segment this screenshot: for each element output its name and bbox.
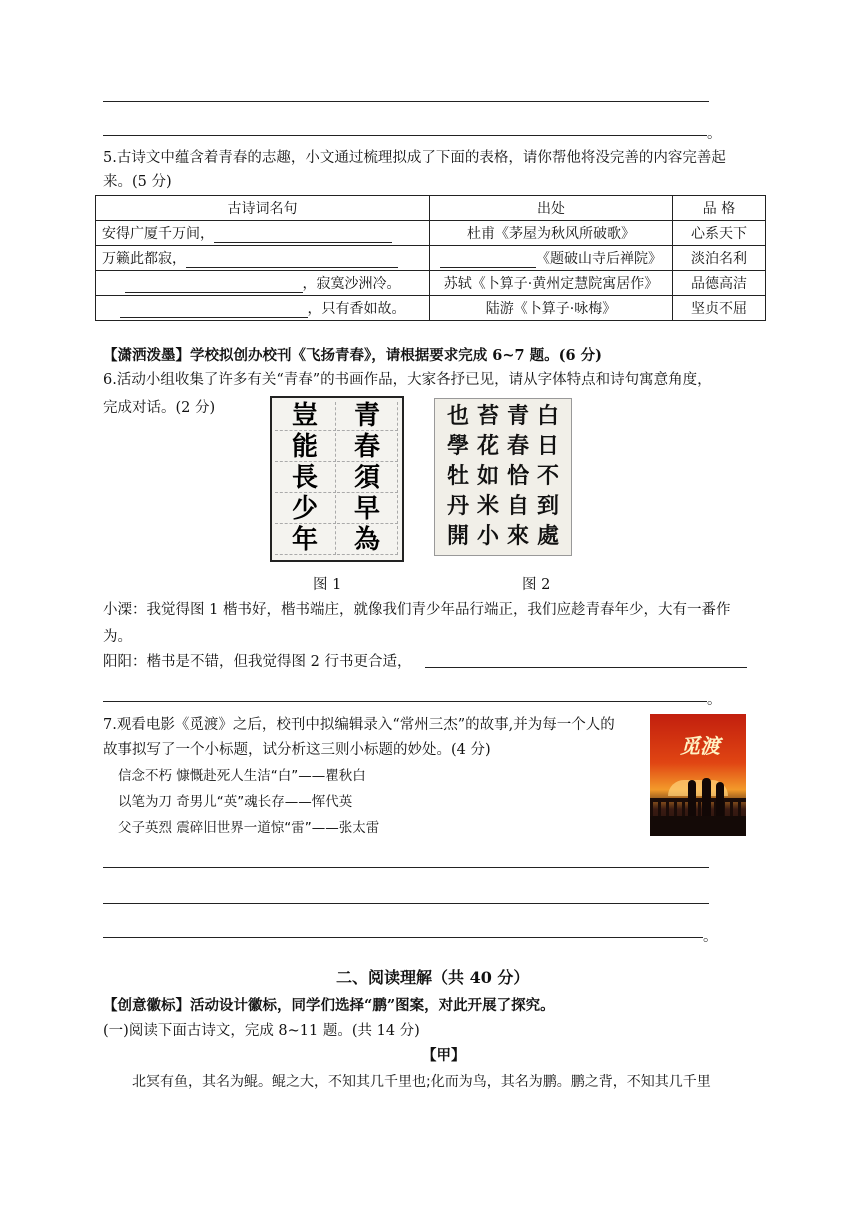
section-2-title: 二、阅读理解（共 40 分） [336,968,530,987]
callig-char: 須 [337,464,398,493]
verse-text: 万籁此都寂， [102,251,186,267]
passage-jia-label: 【甲】 [422,1047,466,1064]
callig-char: 能 [275,433,336,462]
line-end-period: 。 [707,126,722,142]
callig-char: 丹 [446,493,469,519]
q7-prompt: 7.观看电影《觅渡》之后，校刊中拟编辑录入“常州三杰”的故事,并为每一个人的 [103,717,615,733]
callig-char: 處 [536,523,559,549]
calligraphy-figure-2 [434,398,572,556]
trait-cell: 品德高洁 [673,271,766,296]
verse-blank[interactable] [125,278,303,293]
source-cell [430,246,673,271]
callig-column [505,401,531,551]
callig-char: 到 [536,493,559,519]
callig-char: 苔 [476,403,499,429]
table-row [96,271,766,296]
line-end-period: 。 [707,692,722,708]
source-text: 《题破山寺后禅院》 [536,251,662,267]
verse-cell [96,246,430,271]
verse-blank[interactable] [186,253,398,268]
callig-column [535,401,561,551]
verse-cell [96,271,430,296]
callig-column [475,401,501,551]
callig-char: 開 [446,523,469,549]
verse-blank[interactable] [214,228,392,243]
source-cell: 苏轼《卜算子·黄州定慧院寓居作》 [430,271,673,296]
callig-char: 學 [446,433,469,459]
q5-prompt-cont: 来。(5 分) [103,174,172,190]
verse-text: 安得广厦千万间， [102,226,214,242]
q7-prompt-cont: 故事拟写了一个小标题，试分析这三则小标题的妙处。(4 分) [103,742,491,758]
callig-char: 青 [506,403,529,429]
trait-cell: 坚贞不屈 [673,296,766,321]
callig-char: 豈 [275,402,336,431]
callig-char: 也 [446,403,469,429]
callig-char: 年 [275,526,336,555]
callig-char: 牡 [446,463,469,489]
answer-line[interactable] [103,101,709,102]
xiaoli-dialogue: 小溧：我觉得图 1 楷书好，楷书端庄，就像我们青少年品行端正，我们应趁青春年少，大有一番作 [103,602,731,618]
q6-prompt: 6.活动小组收集了许多有关“青春”的书画作品，大家各抒已见，请从字体特点和诗句寓意角度， [103,372,712,388]
answer-line[interactable] [425,667,747,668]
answer-line[interactable] [103,867,709,868]
passage-jia-text: 北冥有鱼，其名为鲲。鲲之大，不知其几千里也;化而为鸟，其名为鹏。鹏之背，不知其几千里 [132,1074,711,1090]
source-blank[interactable] [440,253,536,268]
calligraphy-figure-1 [270,396,404,562]
verse-cell [96,296,430,321]
source-cell: 陆游《卜算子·咏梅》 [430,296,673,321]
header-source: 出处 [430,196,673,221]
callig-char: 青 [337,402,398,431]
answer-line[interactable] [103,701,707,702]
yangyang-dialogue: 阳阳：楷书是不错，但我觉得图 2 行书更合适， [103,654,412,670]
verse-blank[interactable] [120,303,308,318]
q6-prompt-cont: 完成对话。(2 分) [103,400,216,416]
callig-char: 小 [476,523,499,549]
trait-cell: 淡泊名利 [673,246,766,271]
callig-char: 春 [337,433,398,462]
verse-cell [96,221,430,246]
xiaoli-dialogue-cont: 为。 [103,629,132,645]
source-cell: 杜甫《茅屋为秋风所破歌》 [430,221,673,246]
table-row [96,221,766,246]
poster-figure [702,778,711,816]
subtitle-yun-daiying: 以笔为刀 奇男儿“英”魂长存——恽代英 [118,794,353,810]
movie-poster-image [650,714,746,836]
callig-char: 春 [506,433,529,459]
poem-table [95,195,766,321]
part-1-heading: (一)阅读下面古诗文，完成 8~11 题。(共 14 分) [103,1023,420,1039]
verse-text: ，寂寞沙洲冷。 [302,276,401,292]
table-header-row [96,196,766,221]
poster-title: 觅渡 [680,734,720,758]
section-chuangyi-huibiao: 【创意徽标】活动设计徽标，同学们选择“鹏”图案，对此开展了探究。 [103,997,555,1014]
subtitle-qu-qiubai: 信念不朽 慷慨赴死人生洁“白”——瞿秋白 [118,768,366,784]
callig-char: 花 [476,433,499,459]
callig-char: 不 [536,463,559,489]
callig-char: 恰 [506,463,529,489]
callig-char: 白 [536,403,559,429]
poster-figure [688,780,696,816]
line-end-period: 。 [703,929,718,945]
verse-text: ，只有香如故。 [307,301,406,317]
q5-prompt: 5.古诗文中蕴含着青春的志趣，小文通过梳理拟成了下面的表格，请你帮他将没完善的内容完善起 [103,150,726,166]
callig-char: 長 [275,464,336,493]
subtitle-zhang-tailei: 父子英烈 震碎旧世界一道惊“雷”——张太雷 [118,820,380,836]
poster-railing-posts [650,802,746,816]
answer-line[interactable] [103,135,707,136]
callig-char: 來 [506,523,529,549]
table-row [96,246,766,271]
callig-char: 為 [337,526,398,555]
callig-char: 自 [506,493,529,519]
answer-line[interactable] [103,903,709,904]
answer-line[interactable] [103,937,703,938]
figure-2-caption: 图 2 [522,577,551,593]
header-verse: 古诗词名句 [96,196,430,221]
trait-cell: 心系天下 [673,221,766,246]
callig-char: 如 [476,463,499,489]
poster-figure [716,782,724,816]
callig-column [445,401,471,551]
header-trait: 品 格 [673,196,766,221]
section-xiaosa-pomo: 【潇洒泼墨】学校拟创办校刊《飞扬青春》，请根据要求完成 6~7 题。(6 分) [103,347,603,364]
callig-char: 日 [536,433,559,459]
poster-ground [650,816,746,836]
callig-char: 米 [476,493,499,519]
callig-char: 少 [275,495,336,524]
table-row [96,296,766,321]
callig-char: 早 [337,495,398,524]
figure-1-caption: 图 1 [313,577,342,593]
